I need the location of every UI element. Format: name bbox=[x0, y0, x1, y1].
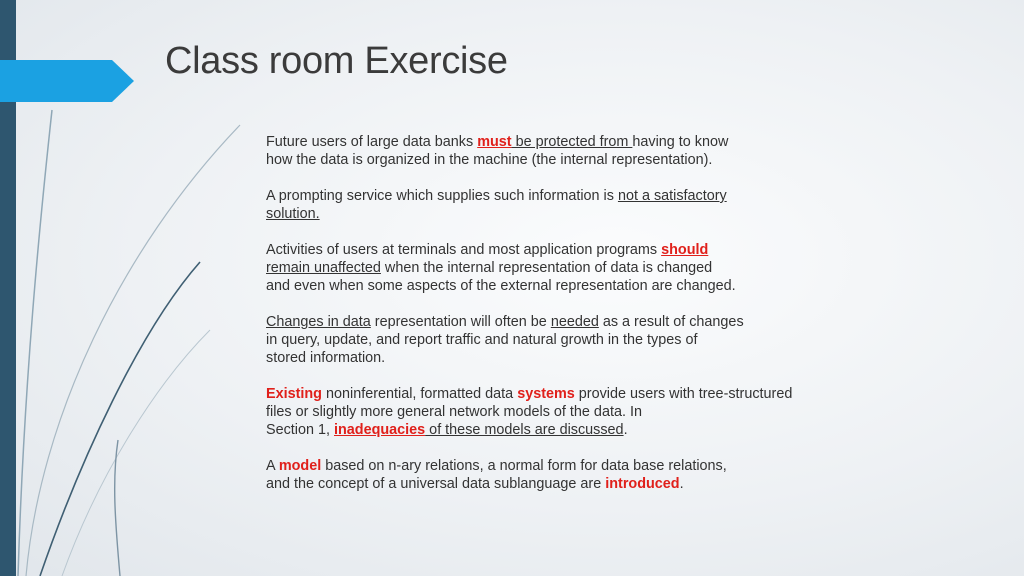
text-span: Future users of large data banks bbox=[266, 134, 478, 150]
text-span: when the internal representation of data is changed bbox=[380, 260, 713, 276]
text-span: as a result of changes bbox=[598, 314, 744, 330]
highlight-model: model bbox=[278, 458, 322, 474]
underlined-text: be protected from bbox=[511, 134, 633, 150]
paragraph-4 bbox=[266, 313, 866, 367]
highlight-systems: systems bbox=[517, 386, 575, 402]
text-span: Section 1, bbox=[266, 422, 334, 438]
highlight-existing: Existing bbox=[266, 386, 322, 402]
text-span: . bbox=[679, 476, 684, 492]
text-span: . bbox=[623, 422, 628, 438]
title-accent-arrow bbox=[0, 60, 134, 102]
text-span: representation will often be bbox=[370, 314, 551, 330]
text-line: stored information. bbox=[266, 350, 386, 366]
highlight-must: must bbox=[477, 134, 512, 150]
highlight-inadequacies: inadequacies bbox=[334, 422, 426, 438]
text-span: and the concept of a universal data sublanguage are bbox=[266, 476, 606, 492]
text-span: Activities of users at terminals and most application programs bbox=[266, 242, 662, 258]
underlined-text: needed bbox=[550, 314, 599, 330]
slide-body bbox=[266, 133, 866, 511]
underlined-text: Changes in data bbox=[266, 314, 371, 330]
text-line: and even when some aspects of the external representation are changed. bbox=[266, 278, 736, 294]
paragraph-3 bbox=[266, 241, 866, 295]
text-line: in query, update, and report traffic and natural growth in the types of bbox=[266, 332, 698, 348]
underlined-text: of these models are discussed bbox=[425, 422, 624, 438]
highlight-should: should bbox=[661, 242, 709, 258]
text-span: provide users with tree-structured bbox=[574, 386, 793, 402]
text-span: having to know bbox=[632, 134, 729, 150]
text-line: how the data is organized in the machine (the internal representation). bbox=[266, 152, 713, 168]
highlight-introduced: introduced bbox=[605, 476, 680, 492]
paragraph-2 bbox=[266, 187, 866, 223]
text-line: files or slightly more general network models of the data. In bbox=[266, 404, 642, 420]
underlined-text: solution. bbox=[266, 206, 320, 222]
paragraph-6 bbox=[266, 457, 866, 493]
underlined-text: remain unaffected bbox=[266, 260, 381, 276]
text-span: based on n-ary relations, a normal form for data base relations, bbox=[321, 458, 727, 474]
text-span: A prompting service which supplies such information is bbox=[266, 188, 618, 204]
paragraph-5 bbox=[266, 385, 866, 439]
paragraph-1 bbox=[266, 133, 866, 169]
text-span: A bbox=[266, 458, 279, 474]
slide-title: Class room Exercise bbox=[165, 40, 508, 82]
text-span: noninferential, formatted data bbox=[321, 386, 518, 402]
underlined-text: not a satisfactory bbox=[617, 188, 727, 204]
